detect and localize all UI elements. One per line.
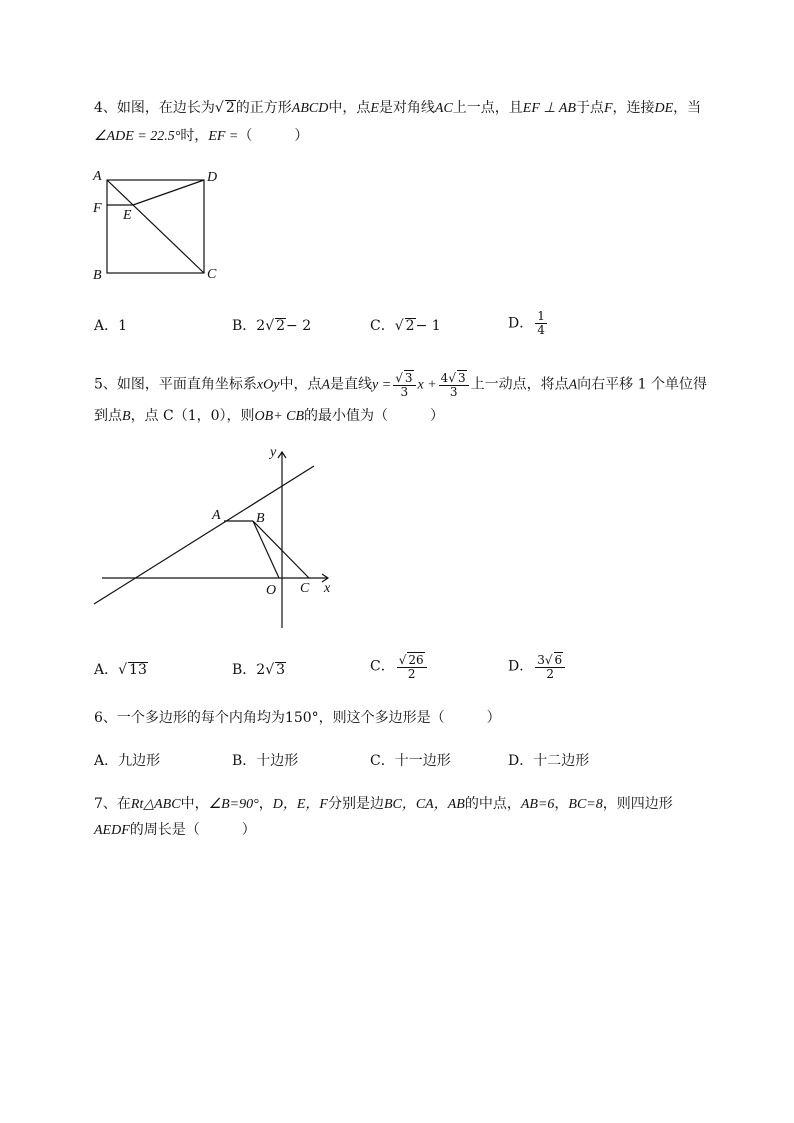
q5-line2 <box>94 406 444 427</box>
label-a: A <box>212 508 221 523</box>
q5-text: 中，点 <box>279 376 322 393</box>
q4-text: 4、如图，在边长为 <box>94 100 215 116</box>
q4-text: 是对角线 <box>378 100 435 116</box>
q5-option-d[interactable] <box>508 652 567 681</box>
q7-angle: ∠B=90° <box>208 797 259 812</box>
q4-text: ，连接 <box>612 100 655 116</box>
option-fraction <box>535 310 547 337</box>
q5-text: 上一动点，将点 <box>470 376 569 393</box>
q6-option-c[interactable]: C．十一边形 <box>370 753 451 769</box>
q6-option-a[interactable]: A．九边形 <box>94 753 161 769</box>
q5-fraction-2 <box>439 370 469 399</box>
sqrt: 3 <box>404 371 413 385</box>
option-text: C． <box>370 318 395 334</box>
option-sqrt: 3 <box>276 662 286 678</box>
denominator: 4 <box>537 323 545 337</box>
label-y: y <box>270 445 277 460</box>
segment-bc <box>253 521 309 578</box>
q5-b: B <box>122 409 131 424</box>
q7-points: D，E，F <box>272 797 328 812</box>
numerator: 3√ 6 <box>535 652 565 668</box>
q4-f: F <box>603 101 613 116</box>
q7-line1 <box>94 794 673 815</box>
q5-eq-x: x + <box>417 377 437 393</box>
num-coef: 3 <box>537 653 545 667</box>
q5-option-c[interactable] <box>370 652 429 681</box>
q7-line2 <box>94 820 256 841</box>
q7-text: 的周长是（ ） <box>129 822 256 838</box>
option-sqrt: 13 <box>129 662 147 678</box>
q5-text: 向右平移 1 个单位得 <box>577 376 707 393</box>
option-text: B．2 <box>232 318 266 334</box>
q5-text: ，点 C（1，0），则 <box>130 408 255 424</box>
num-coef: 4 <box>440 371 449 385</box>
segment-de <box>133 180 204 205</box>
q7-text: ，则四边形 <box>602 796 673 812</box>
q4-abcd: ABCD <box>291 101 329 116</box>
q4-ac: AC <box>434 101 453 116</box>
q5-option-a[interactable]: A．√ 13 <box>94 662 147 678</box>
label-o: O <box>266 583 277 598</box>
q7-ab: AB=6 <box>520 797 555 812</box>
q4-option-b[interactable]: B．2√ 2− 2 <box>232 318 312 334</box>
q5-text: 到点 <box>94 408 122 424</box>
q4-e: E <box>370 101 379 116</box>
segment-bo <box>253 521 279 578</box>
q4-text: 上一点，且 <box>452 100 523 116</box>
q5-eq-y: y = <box>372 377 392 393</box>
q4-square-figure <box>85 164 225 289</box>
label-b: B <box>93 268 102 283</box>
q4-line1: 4、如图，在边长为√ 2的正方形ABCD中，点E是对角线AC上一点，且EF ⊥ AB于点F，连接DE，当 <box>94 100 702 116</box>
label-e: E <box>123 208 132 223</box>
q7-text: 的中点， <box>464 796 521 812</box>
q6-option-b[interactable]: B．十边形 <box>232 753 299 769</box>
option-text: − 1 <box>415 318 441 334</box>
q4-text: 于点 <box>575 100 604 116</box>
numerator: √ 26 <box>397 652 427 668</box>
sqrt: 6 <box>554 653 563 667</box>
numerator: 1 <box>537 309 545 323</box>
label-a: A <box>93 169 102 184</box>
option-sqrt: 2 <box>276 318 286 334</box>
diagonal-ac <box>107 180 204 273</box>
q7-text: 分别是边 <box>327 796 384 812</box>
q7-sides: BC，CA，AB <box>383 797 465 812</box>
q6-option-d[interactable]: D．十二边形 <box>508 753 590 769</box>
q7-text: 7、在 <box>94 796 131 812</box>
q4-option-d[interactable] <box>508 310 549 337</box>
option-sqrt: 2 <box>405 318 415 334</box>
q5-option-b[interactable]: B．2√ 3 <box>232 662 286 678</box>
q7-aedf: AEDF <box>94 823 130 838</box>
q4-angle: ∠ADE = 22.5° <box>94 129 181 144</box>
q7-text: ， <box>554 796 569 812</box>
label-f: F <box>93 201 102 216</box>
q5-a: A <box>321 377 331 393</box>
q5-text: 5、如图，平面直角坐标系 <box>94 376 257 393</box>
option-text: A． <box>94 662 119 678</box>
q4-ef-perp: EF ⊥ AB <box>522 101 576 116</box>
sqrt: 26 <box>408 653 424 667</box>
q4-option-a[interactable]: A．1 <box>94 318 128 334</box>
option-text: B．2 <box>232 662 266 678</box>
option-fraction <box>535 652 565 681</box>
q5-text: 是直线 <box>330 376 373 393</box>
q5-xoy: xOy <box>256 377 280 393</box>
option-text: − 2 <box>286 318 312 334</box>
q4-text: ，当 <box>673 100 702 116</box>
numerator: 4√ 3 <box>439 370 469 386</box>
option-text: D． <box>508 315 534 332</box>
label-c: C <box>207 267 217 282</box>
option-fraction <box>397 652 427 681</box>
label-c: C <box>300 581 310 596</box>
q5-coordinate-figure <box>90 440 340 635</box>
line-y <box>94 466 314 604</box>
q6-line1: 6、一个多边形的每个内角均为150°，则这个多边形是（ ） <box>94 710 501 726</box>
q4-text: 中，点 <box>328 100 371 116</box>
denominator: 2 <box>407 667 416 681</box>
q7-triangle: Rt△ABC <box>130 797 181 812</box>
q4-ef: EF = <box>208 129 239 144</box>
q5-text: 的最小值为（ ） <box>304 408 445 424</box>
q4-option-c[interactable]: C．√ 2− 1 <box>370 318 441 334</box>
q4-line2 <box>94 126 308 147</box>
q7-bc: BC=8 <box>568 797 603 812</box>
q5-line1 <box>94 370 707 399</box>
q5-fraction-1 <box>393 370 415 399</box>
denominator: 2 <box>546 667 555 681</box>
numerator: √ 3 <box>393 370 415 386</box>
q7-text: 中， <box>180 796 209 812</box>
option-text: D． <box>508 658 534 675</box>
label-d: D <box>207 170 218 185</box>
q4-text: 的正方形 <box>235 100 292 116</box>
denominator: 3 <box>400 385 409 399</box>
q4-de: DE <box>654 101 674 116</box>
q5-ob-cb: OB+ CB <box>254 409 305 424</box>
q4-text: 时， <box>180 128 209 144</box>
q5-a: A <box>568 377 578 393</box>
q7-text: ， <box>258 796 273 812</box>
label-b: B <box>256 511 265 526</box>
sqrt: 3 <box>457 371 466 385</box>
q4-sqrt: 2 <box>225 100 235 116</box>
option-text: C． <box>370 658 395 675</box>
label-x: x <box>324 581 331 596</box>
q4-answer-blank: （ ） <box>238 128 309 144</box>
denominator: 3 <box>449 385 458 399</box>
